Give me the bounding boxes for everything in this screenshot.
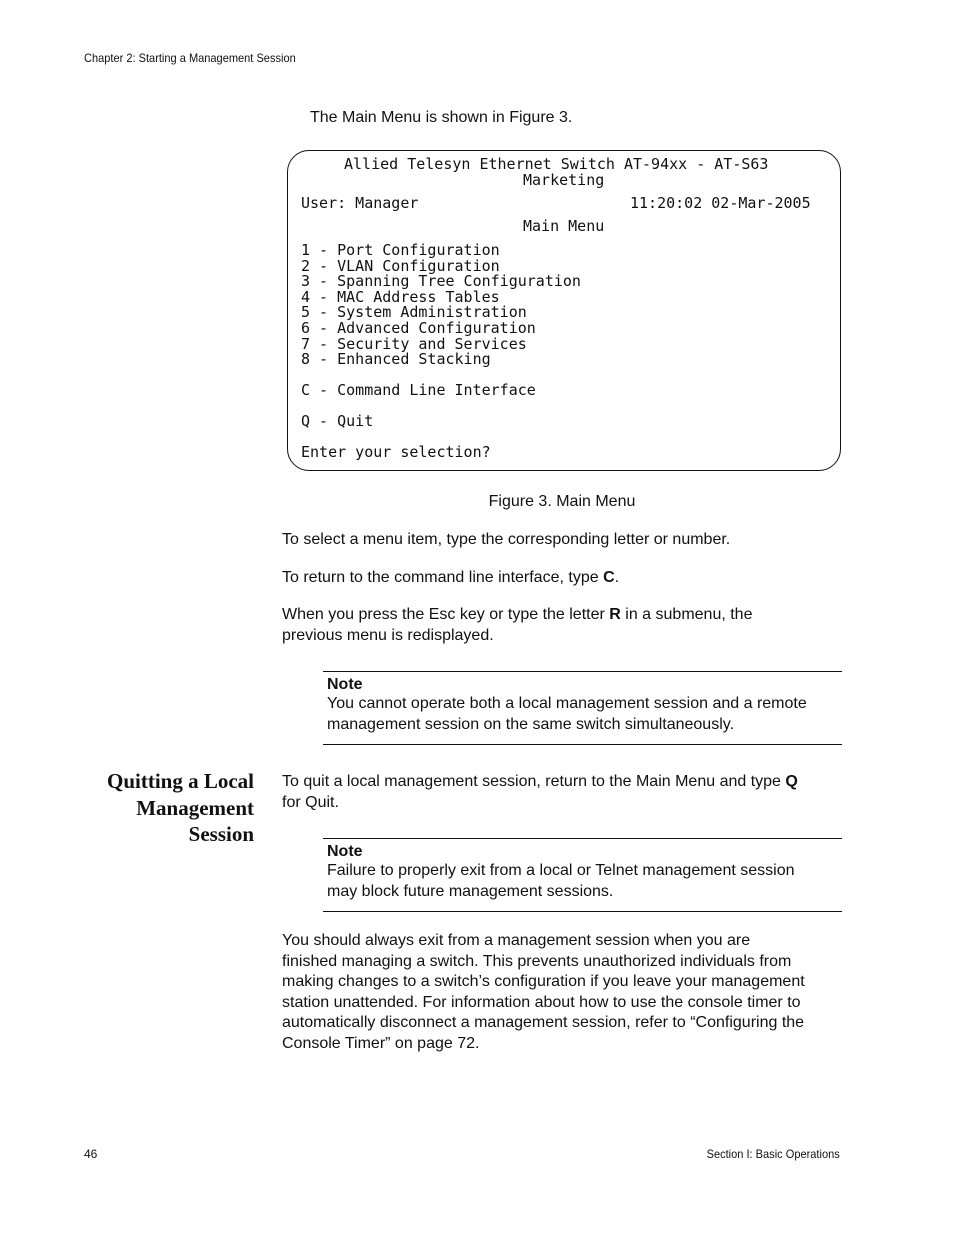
note-box xyxy=(323,671,842,745)
page-number: 46 xyxy=(84,1147,98,1161)
paragraph-esc: When you press the Esc key or type the letter R in a submenu, the previous menu is redisplayed. xyxy=(282,606,753,644)
menu-item: 1 - Port Configuration xyxy=(301,241,500,259)
section-heading: Quitting a Local Management Session xyxy=(106,769,254,846)
menu-item-list xyxy=(301,243,581,368)
note-title: Note xyxy=(327,843,363,860)
screen-user: User: Manager xyxy=(301,194,419,212)
paragraph-exit-advice: You should always exit from a management session when you are finished managing a switch. This prevents unauthorized individuals from making changes to a switch’s configuration if you leave your management station unattended. For information about how to use the console timer to automatically disconnect a management session, refer to “Configuring the Console Timer” on page 72. xyxy=(282,932,805,1052)
menu-item: 4 - MAC Address Tables xyxy=(301,287,500,306)
paragraph-select: To select a menu item, type the corresponding letter or number. xyxy=(282,531,731,548)
menu-item: 5 - System Administration xyxy=(301,303,527,322)
running-footer-section: Section I: Basic Operations xyxy=(706,1147,840,1161)
menu-item-cli: C - Command Line Interface xyxy=(301,381,536,399)
menu-item: 7 - Security and Services xyxy=(301,334,527,353)
paragraph-return: To return to the command line interface, type C. xyxy=(282,569,620,586)
menu-item: 3 - Spanning Tree Configuration xyxy=(301,272,581,291)
screen-prompt: Enter your selection? xyxy=(301,443,491,461)
screen-menu-title: Main Menu xyxy=(523,217,605,235)
menu-item-quit: Q - Quit xyxy=(301,412,374,430)
menu-item: 2 - VLAN Configuration xyxy=(301,256,500,275)
figure-caption: Figure 3. Main Menu xyxy=(488,493,636,510)
menu-item: 6 - Advanced Configuration xyxy=(301,318,536,337)
menu-item: 8 - Enhanced Stacking xyxy=(301,350,491,369)
note-box xyxy=(323,838,842,912)
note-text: Failure to properly exit from a local or Telnet management session may block future management sessions. xyxy=(327,862,795,900)
main-menu-screen xyxy=(287,150,841,471)
running-header: Chapter 2: Starting a Management Session xyxy=(84,51,296,65)
intro-text: The Main Menu is shown in Figure 3. xyxy=(310,109,573,126)
screen-datetime: 11:20:02 02-Mar-2005 xyxy=(630,194,811,212)
paragraph-quit: To quit a local management session, return to the Main Menu and type Q for Quit. xyxy=(282,773,798,811)
screen-title: Allied Telesyn Ethernet Switch AT-94xx - AT-S63 xyxy=(344,155,769,173)
screen-subtitle: Marketing xyxy=(523,171,605,189)
note-text: You cannot operate both a local management session and a remote management session on the same switch simultaneously. xyxy=(327,695,807,733)
note-title: Note xyxy=(327,676,363,693)
